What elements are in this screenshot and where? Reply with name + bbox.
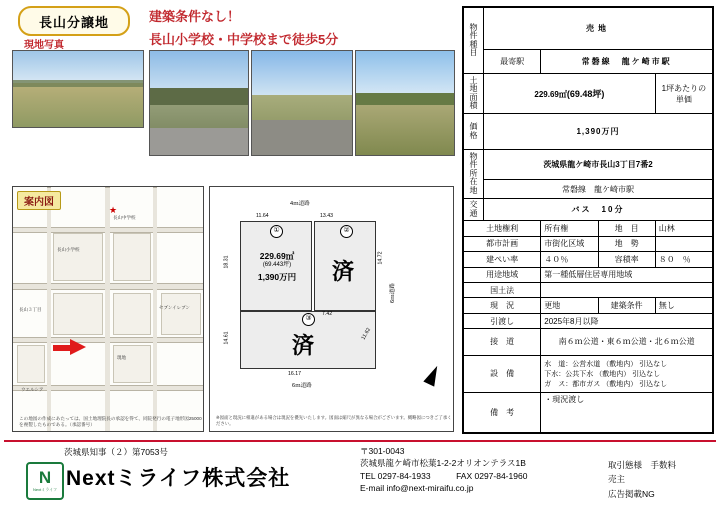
plot-diagram[interactable]	[209, 186, 454, 432]
setsubi-2-name: ガ ス：都市ガス	[544, 380, 601, 388]
company-tel-fax: TEL 0297-84-1933 FAX 0297-84-1960	[360, 470, 528, 481]
map-label-5: 現地	[117, 355, 126, 360]
map-label-1: 長山小学校	[57, 247, 80, 252]
land-area-sqm: 229.69㎡	[534, 90, 567, 100]
value-traffic-line: 常磐線 龍ケ崎市駅	[484, 180, 713, 199]
value-youto: 第一種低層住居専用地域	[541, 267, 713, 282]
lot-2-number: ②	[340, 225, 353, 238]
license-number: 茨城県知事（２）第7053号	[64, 447, 168, 457]
map-label-4: 長山３丁目	[19, 307, 42, 312]
map-tag-label: 案内図	[17, 191, 61, 210]
location-map[interactable]	[12, 186, 204, 432]
plot-dim-0: 11.64	[256, 213, 269, 219]
lot-3-number: ③	[302, 313, 315, 326]
company-address: 茨城県龍ケ崎市松葉1-2-2オリオンテラス1B	[360, 458, 526, 469]
setsubi-0-name: 水 道：公営水道	[544, 360, 601, 368]
photo-section-label: 現地写真	[24, 40, 64, 51]
value-biko: ・現況渡し	[541, 393, 713, 433]
label-city-plan: 都市計画	[464, 236, 541, 251]
label-kenpei: 建ぺい率	[464, 252, 541, 267]
value-setsubi	[541, 355, 713, 392]
label-price: 価格	[464, 114, 484, 149]
value-location: 茨城県龍ケ崎市長山3丁目7番2	[484, 149, 713, 180]
value-setsudou: 南６ｍ公道・東６ｍ公道・北６ｍ公道	[541, 329, 713, 355]
company-zip: 〒301-0043	[360, 446, 405, 456]
lot-1-area: 229.69㎡	[259, 251, 295, 261]
setsubi-row-2	[544, 379, 709, 389]
plot-dim-5: 7.42	[322, 311, 333, 317]
site-photo-3	[251, 50, 353, 156]
logo-subtext: Nextミライフ	[33, 487, 57, 492]
lot-3-status: 済	[292, 333, 315, 358]
lot-1-price-area	[244, 251, 310, 283]
label-genkyo: 現 況	[464, 298, 541, 313]
value-kenpei: ４０％	[541, 252, 598, 267]
label-hikiwatashi: 引渡し	[464, 313, 541, 328]
setsubi-1-state: 引込なし	[632, 370, 661, 378]
lot-1-number: ①	[270, 225, 283, 238]
plot-dim-6: 14.61	[223, 331, 230, 345]
seller-label: 売主	[608, 474, 626, 485]
label-land-right: 土地権利	[464, 221, 541, 236]
site-photo-2	[149, 50, 249, 156]
label-land-area: 土地面積	[464, 74, 484, 114]
value-chisei	[655, 236, 712, 251]
value-kenchiku-jouken: 無し	[655, 298, 712, 313]
plot-shape	[223, 201, 404, 389]
company-contact	[360, 445, 527, 494]
label-location: 物件所在地	[464, 149, 484, 199]
map-site-star: ★	[109, 205, 118, 215]
plot-dim-2: 18.31	[223, 255, 230, 269]
value-traffic-bus: バス 10分	[484, 199, 713, 221]
value-genkyo: 更地	[541, 298, 598, 313]
map-label-2: セブンイレブン	[159, 305, 190, 310]
map-label-0: 長山中学校	[113, 215, 136, 220]
company-logo	[26, 462, 64, 500]
transaction-type: 取引態様 手数料	[608, 460, 677, 470]
row-head-item: 物件種目	[464, 8, 484, 74]
plot-disclaimer: ※図面と現況に相違がある場合は現況を優先いたします。図面は縮尺が異なる場合がございます。概略図につきご了承ください。	[216, 414, 452, 426]
label-unit-price: 1坪あたりの単価	[655, 74, 712, 114]
plot-road-bottom-label: 6ｍ道路	[292, 383, 312, 389]
logo-letter: N	[38, 468, 52, 487]
land-area-tsubo: (69.48坪)	[566, 89, 605, 100]
map-pointer-arrow	[70, 339, 86, 355]
company-name: Nextミライフ株式会社	[66, 467, 291, 490]
setsubi-0-paren: （敷地内）	[602, 360, 638, 368]
label-biko: 備 考	[464, 393, 541, 433]
plot-dim-7: 11.62	[360, 327, 373, 341]
label-traffic: 交通	[464, 199, 484, 221]
value-price: 1,390万円	[484, 114, 713, 149]
label-youto: 用途地域	[464, 267, 541, 282]
site-photo-4	[355, 50, 455, 156]
value-land-area	[484, 74, 656, 114]
value-land-right: 所有権	[541, 221, 598, 236]
value-kokudo	[541, 282, 713, 297]
label-yoseki: 容積率	[598, 252, 655, 267]
value-nearest-station: 常磐線 龍ケ崎市駅	[541, 49, 713, 73]
plot-dim-3: 14.72	[377, 251, 384, 265]
label-chimoku: 地 目	[598, 221, 655, 236]
transaction-info	[608, 458, 676, 501]
catch-line-1: 建築条件なし！	[149, 9, 241, 24]
label-setsubi: 設 備	[464, 355, 541, 392]
subdivision-banner: 長山分譲地	[18, 6, 130, 36]
catch-line-2: 長山小学校・中学校まで徒歩5分	[149, 32, 339, 47]
label-chisei: 地 勢	[598, 236, 655, 251]
north-arrow-icon	[423, 363, 442, 386]
property-info-table	[462, 6, 714, 434]
lot-2-status: 済	[332, 259, 355, 284]
value-city-plan: 市街化区域	[541, 236, 598, 251]
setsubi-row-1	[544, 369, 709, 379]
setsubi-row-0	[544, 359, 709, 369]
lot-1-price: 1,390万円	[257, 272, 297, 283]
label-kenchiku-jouken: 建築条件	[598, 298, 655, 313]
label-setsudou: 接 道	[464, 329, 541, 355]
map-copyright-note: この地図の作成にあたっては、国土地理院長の承認を得て、同院発行の電子地形図25000を複製したものである。（承認番号）	[19, 415, 202, 427]
setsubi-2-state: 引込なし	[639, 380, 668, 388]
plot-road-right-label: 6ｍ道路	[389, 283, 396, 303]
lot-1-tsubo: (69.443坪)	[262, 261, 292, 268]
site-photo-1	[12, 50, 144, 128]
left-column	[4, 4, 456, 434]
company-email[interactable]: E-mail info@next-miraifu.co.jp	[360, 482, 474, 493]
catch-copy	[149, 6, 449, 50]
plot-dim-1: 13.43	[320, 213, 333, 219]
setsubi-0-state: 引込なし	[639, 360, 668, 368]
label-nearest-station: 最寄駅	[484, 49, 541, 73]
footer	[4, 440, 716, 508]
value-chimoku: 山林	[655, 221, 712, 236]
plot-dim-8: 16.17	[288, 371, 301, 377]
property-type-title: 売地	[484, 8, 713, 50]
value-hikiwatashi: 2025年8月以降	[541, 313, 713, 328]
label-kokudo: 国土法	[464, 282, 541, 297]
value-yoseki: ８０ ％	[655, 252, 712, 267]
map-label-3: ウエルシア	[21, 387, 44, 392]
plot-road-top-label: 4ｍ道路	[290, 201, 310, 207]
setsubi-1-paren: （敷地内）	[595, 370, 631, 378]
setsubi-2-paren: （敷地内）	[602, 380, 638, 388]
advertising-note: 広告掲載NG	[608, 488, 655, 499]
setsubi-1-name: 下水：公共下水	[544, 370, 594, 378]
